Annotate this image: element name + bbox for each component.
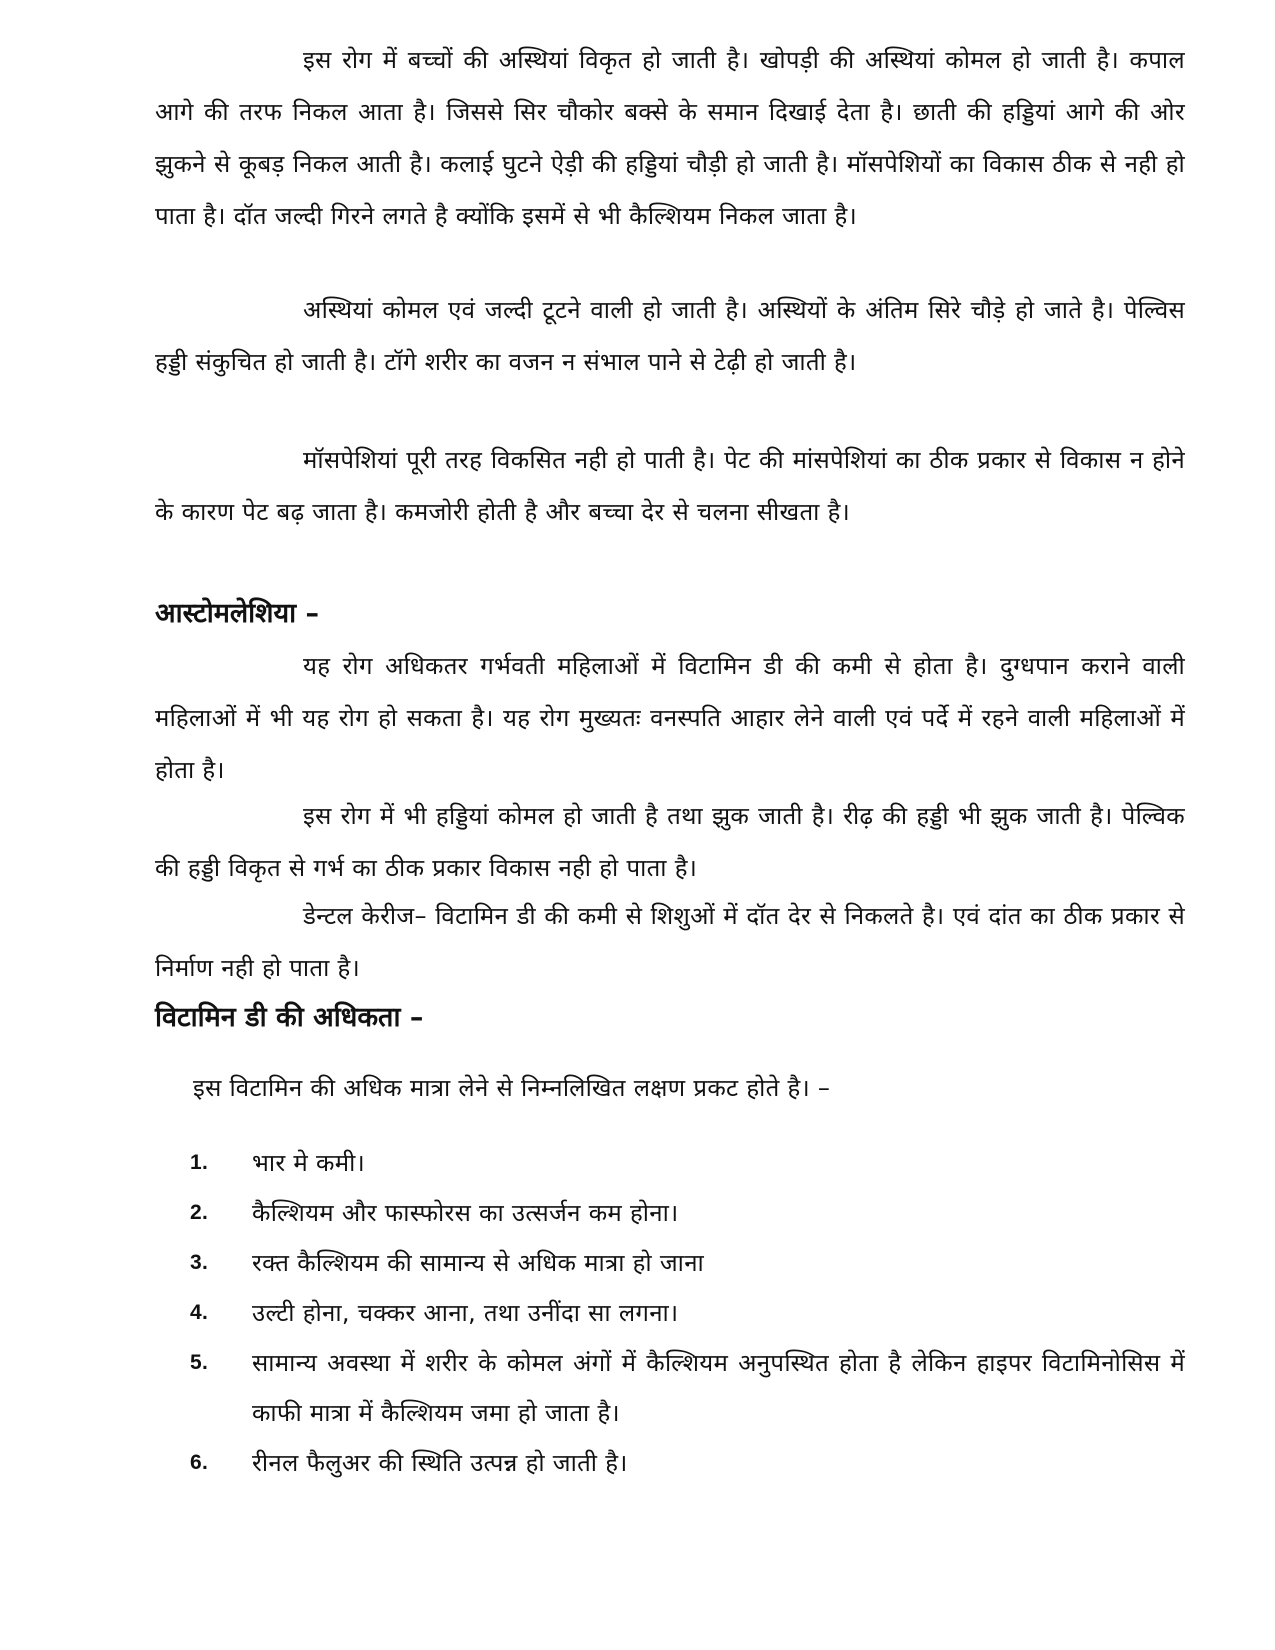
paragraph: अस्थियां कोमल एवं जल्दी टूटने वाली हो जाती है। अस्थियों के अंतिम सिरे चौड़े हो जाते है। पेल्विस हड्डी संकुचित हो जाती है। टॉगे शरीर का वजन न संभाल पाने से टेढ़ी हो जाती है।	[155, 296, 1185, 376]
list-number: 5.	[190, 1351, 209, 1374]
list-intro: इस विटामिन की अधिक मात्रा लेने से निम्नलिखित लक्षण प्रकट होते है। –	[193, 1074, 831, 1102]
list-item	[190, 1288, 1185, 1338]
list-text: कैल्शियम और फास्फोरस का उत्सर्जन कम होना।	[252, 1199, 679, 1227]
paragraph: यह रोग अधिकतर गर्भवती महिलाओं में विटामिन डी की कमी से होता है। दुग्धपान कराने वाली महिलाओं में भी यह रोग हो सकता है। यह रोग मुख्यतः वनस्पति आहार लेने वाली एवं पर्दे में रहने वाली महिलाओं में होता है।	[155, 652, 1185, 784]
symptom-list	[190, 1138, 1185, 1488]
list-text: भार मे कमी।	[252, 1149, 366, 1177]
list-number: 6.	[190, 1451, 209, 1474]
list-item	[190, 1338, 1185, 1438]
paragraph: इस रोग में भी हड्डियां कोमल हो जाती है तथा झुक जाती है। रीढ़ की हड्डी भी झुक जाती है। पेल्विक की हड्डी विकृत से गर्भ का ठीक प्रकार विकास नही हो पाता है।	[155, 802, 1185, 882]
paragraph: डेन्टल केरीज– विटामिन डी की कमी से शिशुओं में दॉत देर से निकलते है। एवं दांत का ठीक प्रकार से निर्माण नही हो पाता है।	[155, 902, 1185, 982]
section-heading: आस्टोमलेशिया –	[155, 598, 320, 629]
list-text: रीनल फैलुअर की स्थिति उत्पन्न हो जाती है।	[252, 1449, 628, 1477]
list-text: उल्टी होना, चक्कर आना, तथा उनींदा सा लगना।	[252, 1299, 679, 1327]
paragraph: मॉसपेशियां पूरी तरह विकसित नही हो पाती है। पेट की मांसपेशियां का ठीक प्रकार से विकास न होने के कारण पेट बढ़ जाता है। कमजोरी होती है और बच्चा देर से चलना सीखता है।	[155, 446, 1185, 526]
section-heading: विटामिन डी की अधिकता –	[155, 1002, 424, 1033]
list-item	[190, 1238, 1185, 1288]
list-number: 3.	[190, 1251, 209, 1274]
list-text: सामान्य अवस्था में शरीर के कोमल अंगों में कैल्शियम अनुपस्थित होता है लेकिन हाइपर विटामिनोसिस में काफी मात्रा में कैल्शियम जमा हो जाता है।	[252, 1349, 1185, 1427]
list-item	[190, 1438, 1185, 1488]
list-text: रक्त कैल्शियम की सामान्य से अधिक मात्रा हो जाना	[252, 1249, 705, 1277]
list-number: 4.	[190, 1301, 209, 1324]
list-number: 1.	[190, 1151, 209, 1174]
list-item	[190, 1188, 1185, 1238]
list-item	[190, 1138, 1185, 1188]
list-number: 2.	[190, 1201, 209, 1224]
paragraph: इस रोग में बच्चों की अस्थियां विकृत हो जाती है। खोपड़ी की अस्थियां कोमल हो जाती है। कपाल आगे की तरफ निकल आता है। जिससे सिर चौकोर बक्से के समान दिखाई देता है। छाती की हड्डियां आगे की ओर झुकने से कूबड़ निकल आती है। कलाई घुटने ऐड़ी की हड्डियां चौड़ी हो जाती है। मॉसपेशियों का विकास ठीक से नही हो पाता है। दॉत जल्दी गिरने लगते है क्योंकि इसमें से भी कैल्शियम निकल जाता है।	[155, 46, 1185, 230]
